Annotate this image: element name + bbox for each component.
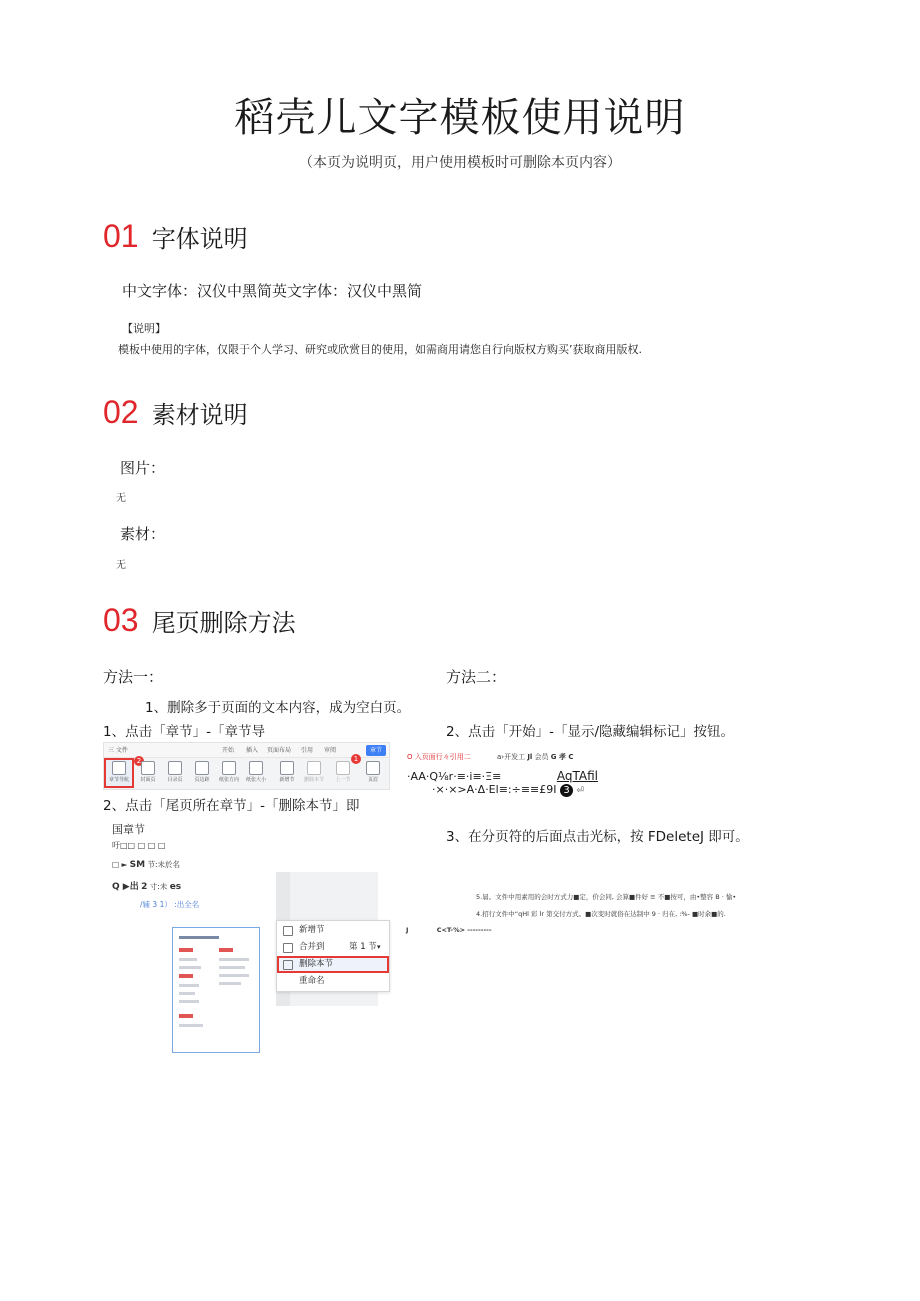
menu-item-delete-section[interactable]: 删除本节 xyxy=(277,956,389,973)
thumb-line xyxy=(179,1000,199,1003)
nav-row-1: 吁□□ □ □ □ xyxy=(112,841,166,850)
section-heading-materials xyxy=(103,394,248,431)
thumb-line xyxy=(219,982,241,985)
paragraph-mark-icon[interactable]: ⏎ xyxy=(576,786,585,796)
ribbon-tab-section[interactable]: 章节 xyxy=(366,745,386,756)
thumb-line xyxy=(219,958,249,961)
section-number: 03 xyxy=(103,602,139,638)
section-context-menu xyxy=(276,920,390,992)
section-number: 01 xyxy=(103,218,139,254)
cover-page-button[interactable]: 封面页 xyxy=(135,760,161,786)
nav-row-2: □ ► SM 节:未於名 xyxy=(112,860,181,870)
add-section-button[interactable]: 新增节 xyxy=(274,760,300,786)
chapter-nav-button[interactable]: 章节导航 xyxy=(106,760,132,786)
method2-step3: 3、在分页符的后面点击光标，按 FDeleteJ 即可。 xyxy=(446,829,749,845)
method1-step2: 1、点击「章节」-「章节导 xyxy=(103,724,265,740)
thumb-line xyxy=(179,958,197,961)
thumb-title-line xyxy=(179,936,219,939)
paper-size-icon xyxy=(249,761,263,775)
ribbon-tab-insert[interactable]: 插入 xyxy=(246,747,259,754)
header-button[interactable]: 页眉 xyxy=(360,760,386,786)
thumb-line xyxy=(179,984,199,987)
nav-row-4: /辅 3 1） :出全名 xyxy=(140,900,200,909)
step-badge-3: 3 xyxy=(560,784,573,797)
step-badge-1: 1 xyxy=(351,754,361,764)
ribbon-tab-review[interactable]: 审阅 xyxy=(324,747,337,754)
method1-label: 方法一： xyxy=(103,668,164,686)
margin-icon xyxy=(195,761,209,775)
toc-page-button[interactable]: 目录页 xyxy=(162,760,188,786)
method2-step2: 2、点击「开始」-「显示/隐藏编辑标记」按钮。 xyxy=(446,724,735,740)
section-number: 02 xyxy=(103,394,139,430)
thumb-marker xyxy=(179,974,193,978)
section-title: 尾页删除方法 xyxy=(151,609,296,637)
note-text: 模板中使用的字体，仅限于个人学习、研究或欣赏目的使用，如需商用请您自行向版权方购买’获取商用版权. xyxy=(118,343,642,356)
merge-target[interactable]: 第 1 节 xyxy=(349,942,377,952)
document-thumbnail xyxy=(172,927,260,1053)
menu-item-add-section[interactable]: 新增节 xyxy=(277,922,389,939)
step-badge-2: 2 xyxy=(134,756,144,766)
ribbon-tab-layout[interactable]: 页面布局 xyxy=(267,747,292,754)
ribbon-tab-file[interactable]: 三 文件 xyxy=(108,747,128,754)
image-label: 图片： xyxy=(120,459,166,477)
delete-section-button[interactable]: 删除本节 xyxy=(301,760,327,786)
material-value: 无 xyxy=(116,560,126,571)
prev-section-button[interactable]: 上一节 xyxy=(330,760,356,786)
prev-section-icon xyxy=(336,761,350,775)
toolbar-row-3: ·×·×>A·Δ·El≡:÷≡≡£9I 3 ⏎ xyxy=(432,783,585,796)
delete-section-icon xyxy=(283,960,293,970)
section-title: 素材说明 xyxy=(151,401,248,429)
ribbon-tab-home[interactable]: 开始 xyxy=(222,747,235,754)
thumb-line xyxy=(179,992,195,995)
ribbon-tab-references[interactable]: 引用 xyxy=(301,747,314,754)
ribbon-screenshot xyxy=(103,742,390,790)
thumb-line xyxy=(219,966,245,969)
nav-icon xyxy=(112,761,126,775)
header-icon xyxy=(366,761,380,775)
thumb-marker xyxy=(179,948,193,952)
toolbar-row-1: O 入页面行々引用二 a›开发工 Jl 会员 G 孝 C xyxy=(407,753,574,761)
nav-title: 国章节 xyxy=(112,823,145,836)
menu-item-rename[interactable]: 重命名 xyxy=(299,976,325,986)
paper-size-button[interactable]: 纸张大小 xyxy=(243,760,269,786)
image-value: 无 xyxy=(116,493,126,504)
ribbon-tab-bar xyxy=(104,743,389,758)
note-label: 【说明】 xyxy=(122,322,166,335)
sample-text-line-1: 5.届。文件中用素用的会时方式力■定，价会同, 会算■件好 ≡ 不■按可，由•整容 B · 愉• xyxy=(476,893,737,901)
merge-icon xyxy=(283,943,293,953)
orientation-button[interactable]: 纸张方向 xyxy=(216,760,242,786)
sample-text-line-2: 4.招行文件中“qHl 彩 lr 第交付方式。■次变时就俗在达制中 9 · 归在, :%- ■时余■的. xyxy=(476,910,726,918)
margin-button[interactable]: 页边距 xyxy=(189,760,215,786)
orientation-icon xyxy=(222,761,236,775)
method1-step1: 1、删除多于页面的文本内容，成为空白页。 xyxy=(145,700,411,716)
thumb-line xyxy=(179,966,201,969)
font-info-line: 中文字体：汉仪中黑简英文字体：汉仪中黑简 xyxy=(122,282,423,300)
menu-item-merge[interactable]: 合并到 第 1 节 ▾ xyxy=(277,939,389,956)
toc-icon xyxy=(168,761,182,775)
sample-text-line-3: J C<T-%> --------- xyxy=(406,926,492,934)
add-section-icon xyxy=(283,926,293,936)
section-title: 字体说明 xyxy=(151,225,248,253)
page-subtitle: （本页为说明页，用户使用模板时可删除本页内容） xyxy=(299,155,621,171)
section-heading-delete-last-page xyxy=(103,602,296,639)
toolbar-row-2: ·AA·Q⅛r·≡·i≡·Ξ≡ AqTAfil xyxy=(407,769,598,783)
cover-icon xyxy=(141,761,155,775)
section-heading-fonts xyxy=(103,218,248,255)
thumb-line xyxy=(179,1024,203,1027)
method1-step3: 2、点击「尾页所在章节」-「删除本节」即 xyxy=(103,798,360,814)
nav-row-3: Q ▶出 2 寸:未 es xyxy=(112,882,182,892)
material-label: 素材： xyxy=(120,525,166,543)
page-title: 稻壳儿文字模板使用说明 xyxy=(234,95,686,141)
delete-section-icon xyxy=(307,761,321,775)
chevron-down-icon: ▾ xyxy=(377,943,381,951)
thumb-marker xyxy=(219,948,233,952)
thumb-line xyxy=(219,974,249,977)
method2-label: 方法二： xyxy=(446,668,507,686)
thumb-marker xyxy=(179,1014,193,1018)
add-section-icon xyxy=(280,761,294,775)
